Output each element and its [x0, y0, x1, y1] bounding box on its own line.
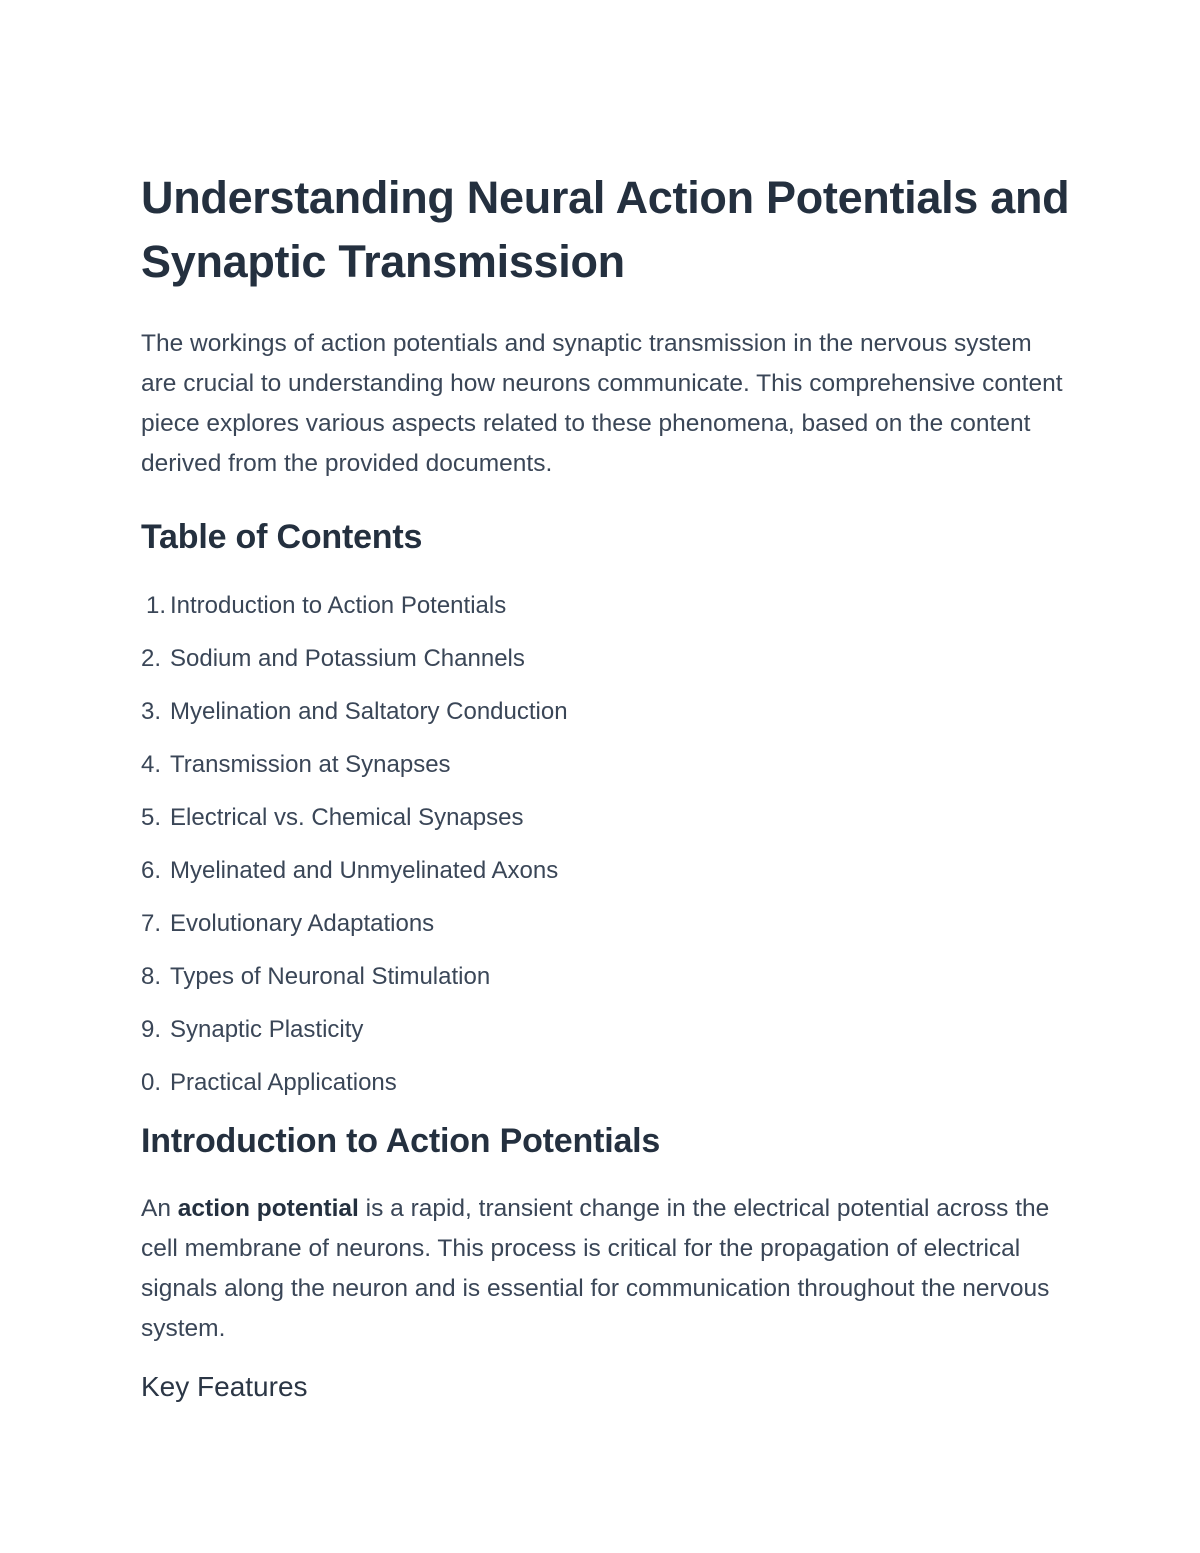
- toc-item-number: 0.: [141, 1069, 162, 1096]
- toc-heading: Table of Contents: [141, 518, 423, 556]
- toc-item-label: Evolutionary Adaptations: [170, 910, 435, 937]
- toc-item-number: 6.: [141, 857, 162, 884]
- toc-item-label: Electrical vs. Chemical Synapses: [170, 804, 524, 831]
- toc-item-label: Introduction to Action Potentials: [170, 592, 507, 619]
- toc-item[interactable]: [141, 685, 1071, 738]
- toc-item-number: 8.: [141, 963, 162, 990]
- toc-item[interactable]: [141, 897, 1071, 950]
- section-heading: Introduction to Action Potentials: [141, 1122, 661, 1160]
- toc-item[interactable]: [141, 579, 1071, 632]
- toc-item[interactable]: [141, 738, 1071, 791]
- toc-item-label: Transmission at Synapses: [170, 751, 451, 778]
- document-page: [141, 166, 1071, 1407]
- toc-item-number: 7.: [141, 910, 162, 937]
- toc-item-number: 3.: [141, 698, 162, 725]
- toc-item-number: 5.: [141, 804, 162, 831]
- bold-term: action potential: [177, 1195, 359, 1222]
- toc-item[interactable]: [141, 791, 1071, 844]
- toc-item[interactable]: [141, 632, 1071, 685]
- intro-paragraph: The workings of action potentials and synaptic transmission in the nervous system are crucial to understanding how neurons communicate. This comprehensive content piece explores various aspects related to these phenomena, based on the content derived from the provided documents.: [141, 330, 1063, 477]
- toc-item-number: 4.: [141, 751, 162, 778]
- section-paragraph: [141, 1189, 1071, 1349]
- toc-item-label: Sodium and Potassium Channels: [170, 645, 525, 672]
- toc-item[interactable]: [141, 1056, 1071, 1109]
- toc-item[interactable]: [141, 1003, 1071, 1056]
- subsection-heading: Key Features: [141, 1371, 308, 1402]
- toc-item-label: Myelinated and Unmyelinated Axons: [170, 857, 559, 884]
- toc-item-label: Myelination and Saltatory Conduction: [170, 698, 568, 725]
- toc-item-label: Practical Applications: [170, 1069, 397, 1096]
- toc-item-number: 1.: [146, 592, 167, 619]
- toc-item-number: 2.: [141, 645, 162, 672]
- toc-item-label: Synaptic Plasticity: [170, 1016, 364, 1043]
- paragraph-body: is a rapid, transient change in the electrical potential across the cell membrane of neurons. This process is critical for the propagation of electrical signals along the neuron and is essential for communication throughout the nervous system.: [141, 1195, 1050, 1342]
- table-of-contents: [141, 579, 1071, 1109]
- toc-item-number: 9.: [141, 1016, 162, 1043]
- toc-item[interactable]: [141, 844, 1071, 897]
- document-title: Understanding Neural Action Potentials and Synaptic Transmission: [141, 172, 1070, 287]
- toc-item[interactable]: [141, 950, 1071, 1003]
- toc-item-label: Types of Neuronal Stimulation: [170, 963, 491, 990]
- paragraph-prefix: An: [141, 1195, 178, 1222]
